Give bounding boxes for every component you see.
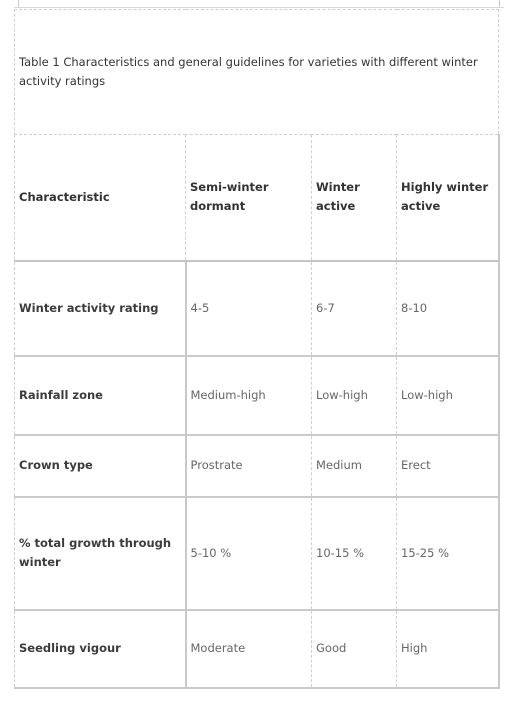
cell-value: Medium (312, 435, 397, 497)
cell-value: Erect (397, 435, 499, 497)
cell-value: 5-10 % (186, 497, 312, 610)
cell-value: Medium-high (186, 356, 312, 435)
characteristics-table (14, 9, 500, 689)
cell-value: High (397, 610, 499, 688)
cell-value: 10-15 % (312, 497, 397, 610)
header-winter-active: Winter active (312, 135, 397, 261)
cell-value: 6-7 (312, 261, 397, 356)
table-row (15, 610, 499, 688)
row-label-seedling-vigour: Seedling vigour (15, 610, 186, 688)
table-row (15, 356, 499, 435)
cell-value: 8-10 (397, 261, 499, 356)
row-label-total-growth-through-winter: % total growth through winter (15, 497, 186, 610)
cell-value: Low-high (312, 356, 397, 435)
page-edge (18, 0, 500, 8)
cell-value: 4-5 (186, 261, 312, 356)
header-highly-winter-active: Highly winter active (397, 135, 499, 261)
table-row (15, 261, 499, 356)
table-row (15, 497, 499, 610)
table-caption: Table 1 Characteristics and general guidelines for varieties with different winter activity ratings (15, 10, 499, 135)
header-semi-winter-dormant: Semi-winter dormant (186, 135, 312, 261)
row-label-crown-type: Crown type (15, 435, 186, 497)
cell-value: Low-high (397, 356, 499, 435)
cell-value: Prostrate (186, 435, 312, 497)
row-label-winter-activity-rating: Winter activity rating (15, 261, 186, 356)
cell-value: Good (312, 610, 397, 688)
table-row (15, 435, 499, 497)
cell-value: Moderate (186, 610, 312, 688)
row-label-rainfall-zone: Rainfall zone (15, 356, 186, 435)
cell-value: 15-25 % (397, 497, 499, 610)
header-characteristic: Characteristic (15, 135, 186, 261)
